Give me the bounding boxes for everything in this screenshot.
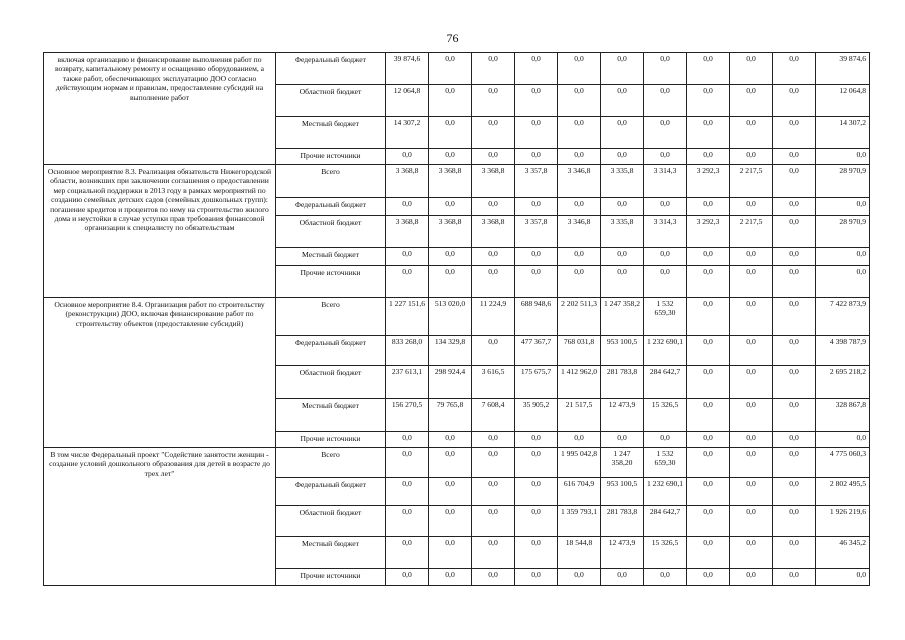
amount-cell: 18 544,8 [558,537,601,569]
amount-cell: 0,0 [730,432,773,448]
amount-cell: 12 064,8 [386,85,429,117]
amount-cell: 953 100,5 [601,336,644,366]
amount-cell: 0,0 [773,198,816,216]
amount-cell: 0,0 [687,399,730,432]
amount-cell: 3 346,8 [558,165,601,198]
funding-source: Областной бюджет [276,506,386,537]
amount-cell: 0,0 [773,506,816,537]
amount-cell: 0,0 [515,448,558,478]
total-cell: 12 064,8 [816,85,870,117]
amount-cell: 0,0 [472,248,515,266]
amount-cell: 0,0 [730,506,773,537]
amount-cell: 0,0 [429,569,472,586]
amount-cell: 1 532 659,30 [644,448,687,478]
amount-cell: 0,0 [687,149,730,165]
amount-cell: 0,0 [558,432,601,448]
amount-cell: 0,0 [472,506,515,537]
amount-cell: 688 948,6 [515,298,558,336]
table-row [44,448,870,478]
amount-cell: 0,0 [687,537,730,569]
amount-cell: 833 268,0 [386,336,429,366]
amount-cell: 0,0 [730,336,773,366]
amount-cell: 0,0 [558,248,601,266]
total-cell: 1 926 219,6 [816,506,870,537]
table-row [44,298,870,336]
amount-cell: 0,0 [429,85,472,117]
amount-cell: 0,0 [472,149,515,165]
amount-cell: 0,0 [687,248,730,266]
amount-cell: 0,0 [429,478,472,506]
amount-cell: 0,0 [773,448,816,478]
amount-cell: 0,0 [773,248,816,266]
amount-cell: 0,0 [429,266,472,298]
total-cell: 0,0 [816,248,870,266]
funding-source: Местный бюджет [276,399,386,432]
amount-cell: 0,0 [773,537,816,569]
amount-cell: 1 247 358,2 [601,298,644,336]
amount-cell: 15 326,5 [644,399,687,432]
amount-cell: 0,0 [515,266,558,298]
amount-cell: 0,0 [386,448,429,478]
amount-cell: 0,0 [687,569,730,586]
amount-cell: 0,0 [730,478,773,506]
total-cell: 0,0 [816,149,870,165]
total-cell: 0,0 [816,198,870,216]
amount-cell: 0,0 [687,478,730,506]
amount-cell: 12 473,9 [601,399,644,432]
amount-cell: 0,0 [687,53,730,85]
amount-cell: 15 326,5 [644,537,687,569]
amount-cell: 0,0 [773,53,816,85]
amount-cell: 0,0 [386,198,429,216]
amount-cell: 0,0 [429,432,472,448]
amount-cell: 3 357,8 [515,165,558,198]
funding-source: Областной бюджет [276,85,386,117]
total-cell: 4 775 060,3 [816,448,870,478]
amount-cell: 0,0 [558,266,601,298]
funding-source: Всего [276,165,386,198]
amount-cell: 0,0 [730,569,773,586]
amount-cell: 953 100,5 [601,478,644,506]
amount-cell: 616 704,9 [558,478,601,506]
amount-cell: 0,0 [687,298,730,336]
funding-source: Прочие источники [276,266,386,298]
amount-cell: 0,0 [515,248,558,266]
amount-cell: 0,0 [730,298,773,336]
amount-cell: 0,0 [773,165,816,198]
amount-cell: 3 292,3 [687,216,730,248]
amount-cell: 3 368,8 [386,216,429,248]
funding-source: Местный бюджет [276,117,386,149]
total-cell: 28 970,9 [816,216,870,248]
amount-cell: 0,0 [515,117,558,149]
amount-cell: 1 532 659,30 [644,298,687,336]
amount-cell: 0,0 [730,448,773,478]
amount-cell: 0,0 [773,336,816,366]
amount-cell: 0,0 [773,149,816,165]
activity-description: включая организацию и финансирование выполнения работ по возврату, капитальному ремонту и оснащению оборудованием, а также работ, обеспечивающих эксплуатацию ДОО согласно действующим нормам и правилам, предоставление субсидий на выполнение работ [44,53,276,165]
amount-cell: 477 367,7 [515,336,558,366]
amount-cell: 0,0 [558,53,601,85]
amount-cell: 0,0 [644,85,687,117]
amount-cell: 0,0 [558,569,601,586]
amount-cell: 3 368,8 [386,165,429,198]
amount-cell: 0,0 [644,198,687,216]
amount-cell: 0,0 [386,569,429,586]
total-cell: 328 867,8 [816,399,870,432]
amount-cell: 0,0 [515,85,558,117]
activity-description: В том числе Федеральный проект "Содействие занятости женщин - создание условий дошкольного образования для детей в возрасте до трех лет" [44,448,276,586]
amount-cell: 0,0 [429,117,472,149]
amount-cell: 3 292,3 [687,165,730,198]
amount-cell: 0,0 [515,432,558,448]
total-cell: 4 398 787,9 [816,336,870,366]
amount-cell: 3 314,3 [644,216,687,248]
amount-cell: 0,0 [773,569,816,586]
amount-cell: 0,0 [644,266,687,298]
amount-cell: 0,0 [730,198,773,216]
amount-cell: 0,0 [730,117,773,149]
amount-cell: 0,0 [687,448,730,478]
amount-cell: 0,0 [730,85,773,117]
amount-cell: 0,0 [730,399,773,432]
amount-cell: 3 346,8 [558,216,601,248]
amount-cell: 0,0 [687,266,730,298]
amount-cell: 0,0 [515,198,558,216]
amount-cell: 2 217,5 [730,216,773,248]
amount-cell: 3 335,8 [601,165,644,198]
amount-cell: 0,0 [644,248,687,266]
funding-source: Местный бюджет [276,248,386,266]
funding-source: Областной бюджет [276,216,386,248]
amount-cell: 0,0 [472,198,515,216]
amount-cell: 0,0 [601,248,644,266]
amount-cell: 0,0 [472,537,515,569]
amount-cell: 0,0 [429,198,472,216]
amount-cell: 0,0 [386,537,429,569]
amount-cell: 0,0 [644,432,687,448]
amount-cell: 3 368,8 [429,216,472,248]
amount-cell: 21 517,5 [558,399,601,432]
amount-cell: 0,0 [687,432,730,448]
amount-cell: 0,0 [515,537,558,569]
activity-description: Основное мероприятие 8.3. Реализация обязательств Нижегородской области, возникших при заключении соглашения о предоставлении мер социальной поддержки в 2013 году в рамках мероприятий по созданию семейных детских садов (семейных дошкольных групп): погашение кредитов и процентов по нему на строительство жилого дома и неустойки в случае уступки прав требования финансовой организации к специалисту по обязательствам [44,165,276,298]
amount-cell: 237 613,1 [386,366,429,399]
amount-cell: 0,0 [472,432,515,448]
amount-cell: 0,0 [515,478,558,506]
amount-cell: 0,0 [386,432,429,448]
amount-cell: 7 608,4 [472,399,515,432]
amount-cell: 0,0 [472,85,515,117]
amount-cell: 0,0 [472,448,515,478]
amount-cell: 134 329,8 [429,336,472,366]
amount-cell: 3 314,3 [644,165,687,198]
funding-source: Прочие источники [276,149,386,165]
amount-cell: 0,0 [687,85,730,117]
total-cell: 7 422 873,9 [816,298,870,336]
amount-cell: 1 359 793,1 [558,506,601,537]
funding-source: Всего [276,448,386,478]
funding-source: Всего [276,298,386,336]
amount-cell: 281 783,8 [601,506,644,537]
amount-cell: 0,0 [386,478,429,506]
amount-cell: 0,0 [515,569,558,586]
amount-cell: 0,0 [773,478,816,506]
amount-cell: 0,0 [730,248,773,266]
amount-cell: 0,0 [472,53,515,85]
total-cell: 46 345,2 [816,537,870,569]
amount-cell: 0,0 [773,432,816,448]
amount-cell: 0,0 [386,248,429,266]
amount-cell: 0,0 [429,506,472,537]
amount-cell: 0,0 [773,298,816,336]
amount-cell: 39 874,6 [386,53,429,85]
amount-cell: 0,0 [429,149,472,165]
amount-cell: 0,0 [687,336,730,366]
amount-cell: 12 473,9 [601,537,644,569]
amount-cell: 0,0 [601,85,644,117]
budget-table [43,52,870,586]
amount-cell: 0,0 [644,149,687,165]
amount-cell: 768 031,8 [558,336,601,366]
amount-cell: 3 616,5 [472,366,515,399]
total-cell: 0,0 [816,266,870,298]
amount-cell: 284 642,7 [644,506,687,537]
amount-cell: 0,0 [386,506,429,537]
amount-cell: 3 368,8 [472,216,515,248]
amount-cell: 0,0 [730,53,773,85]
amount-cell: 0,0 [601,117,644,149]
table-row [44,53,870,85]
amount-cell: 0,0 [429,537,472,569]
amount-cell: 284 642,7 [644,366,687,399]
funding-source: Федеральный бюджет [276,478,386,506]
amount-cell: 0,0 [558,117,601,149]
amount-cell: 281 783,8 [601,366,644,399]
amount-cell: 14 307,2 [386,117,429,149]
amount-cell: 0,0 [472,117,515,149]
total-cell: 2 695 218,2 [816,366,870,399]
amount-cell: 79 765,8 [429,399,472,432]
amount-cell: 0,0 [429,248,472,266]
amount-cell: 0,0 [644,117,687,149]
activity-description: Основное мероприятие 8.4. Организация работ по строительству (реконструкции) ДОО, включая финансирование работ по строительству объектов (предоставление субсидий) [44,298,276,448]
amount-cell: 2 217,5 [730,165,773,198]
amount-cell: 0,0 [601,432,644,448]
funding-source: Федеральный бюджет [276,53,386,85]
amount-cell: 0,0 [558,198,601,216]
amount-cell: 0,0 [601,198,644,216]
amount-cell: 3 357,8 [515,216,558,248]
amount-cell: 0,0 [773,366,816,399]
amount-cell: 0,0 [687,506,730,537]
amount-cell: 0,0 [386,266,429,298]
amount-cell: 513 020,0 [429,298,472,336]
funding-source: Федеральный бюджет [276,336,386,366]
total-cell: 0,0 [816,569,870,586]
amount-cell: 0,0 [773,399,816,432]
funding-source: Местный бюджет [276,537,386,569]
amount-cell: 0,0 [644,53,687,85]
amount-cell: 0,0 [730,537,773,569]
amount-cell: 1 247 358,20 [601,448,644,478]
table-row [44,165,870,198]
amount-cell: 0,0 [601,569,644,586]
amount-cell: 0,0 [773,266,816,298]
amount-cell: 156 270,5 [386,399,429,432]
total-cell: 2 802 495,5 [816,478,870,506]
amount-cell: 0,0 [558,85,601,117]
amount-cell: 0,0 [472,478,515,506]
total-cell: 0,0 [816,432,870,448]
amount-cell: 0,0 [773,85,816,117]
page-number: 76 [446,31,459,45]
amount-cell: 298 924,4 [429,366,472,399]
amount-cell: 0,0 [515,53,558,85]
amount-cell: 1 232 690,1 [644,336,687,366]
amount-cell: 0,0 [429,53,472,85]
amount-cell: 1 232 690,1 [644,478,687,506]
amount-cell: 0,0 [644,569,687,586]
amount-cell: 0,0 [429,448,472,478]
amount-cell: 0,0 [472,266,515,298]
amount-cell: 0,0 [515,149,558,165]
amount-cell: 0,0 [773,216,816,248]
amount-cell: 0,0 [472,336,515,366]
amount-cell: 1 227 151,6 [386,298,429,336]
total-cell: 28 970,9 [816,165,870,198]
amount-cell: 0,0 [386,149,429,165]
amount-cell: 0,0 [730,266,773,298]
amount-cell: 0,0 [472,569,515,586]
amount-cell: 3 368,8 [472,165,515,198]
amount-cell: 0,0 [515,506,558,537]
funding-source: Прочие источники [276,432,386,448]
amount-cell: 175 675,7 [515,366,558,399]
funding-source: Прочие источники [276,569,386,586]
amount-cell: 1 995 042,8 [558,448,601,478]
total-cell: 39 874,6 [816,53,870,85]
amount-cell: 11 224,9 [472,298,515,336]
amount-cell: 0,0 [687,198,730,216]
amount-cell: 3 335,8 [601,216,644,248]
amount-cell: 0,0 [730,149,773,165]
amount-cell: 0,0 [687,117,730,149]
amount-cell: 0,0 [687,366,730,399]
total-cell: 14 307,2 [816,117,870,149]
amount-cell: 0,0 [601,149,644,165]
amount-cell: 3 368,8 [429,165,472,198]
funding-source: Федеральный бюджет [276,198,386,216]
amount-cell: 1 412 962,0 [558,366,601,399]
amount-cell: 0,0 [601,53,644,85]
amount-cell: 35 905,2 [515,399,558,432]
funding-source: Областной бюджет [276,366,386,399]
amount-cell: 2 202 511,3 [558,298,601,336]
amount-cell: 0,0 [730,366,773,399]
table-body [44,53,870,586]
amount-cell: 0,0 [773,117,816,149]
amount-cell: 0,0 [558,149,601,165]
amount-cell: 0,0 [601,266,644,298]
